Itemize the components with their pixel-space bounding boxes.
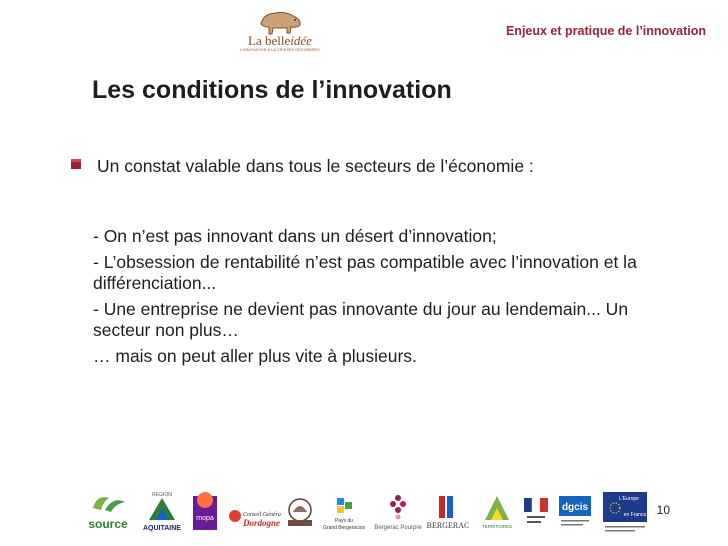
svg-text:Dordogne: Dordogne (243, 518, 281, 528)
body-line: … mais on peut aller plus vite à plusieurs. (93, 346, 417, 366)
bergerac-pourpre-logo (373, 490, 423, 534)
europe-engage-logo (599, 490, 651, 534)
svg-text:mopa: mopa (196, 515, 214, 522)
svg-text:Bergerac Pourpre: Bergerac Pourpre (374, 525, 422, 531)
svg-text:TERRITOIRES: TERRITOIRES (481, 524, 513, 529)
page-title: Les conditions de l’innovation (92, 76, 452, 104)
source-logo (83, 490, 133, 534)
territoires-logo (475, 490, 519, 534)
header-title: Enjeux et pratique de l’innovation (505, 24, 706, 38)
square-bullet-icon (70, 158, 82, 170)
svg-text:en France: en France (623, 512, 647, 518)
body-line: - On n’est pas innovant dans un désert d’innovation; (93, 226, 497, 246)
svg-text:BERGERAC: BERGERAC (426, 521, 470, 530)
la-belle-idee-logo (240, 8, 320, 68)
svg-text:Grand Bergeracois: Grand Bergeracois (323, 525, 365, 531)
logo-name: La belleidée (248, 33, 312, 48)
republique-francaise-logo (521, 490, 551, 534)
bullet-text: Un constat valable dans tous le secteurs de l’économie : (97, 156, 534, 176)
pays-grand-bergeracois-logo (319, 490, 369, 534)
crest-logo (285, 490, 315, 534)
aquitaine-logo (137, 490, 187, 534)
svg-text:Pays du: Pays du (334, 518, 354, 524)
partner-logos (83, 490, 683, 536)
logo-tagline: L'INNOVATION À LA CROISÉE DES ARBRES (240, 48, 320, 52)
svg-text:REGION: REGION (152, 492, 172, 498)
conseil-general-dordogne-logo (223, 490, 281, 534)
svg-text:Conseil Général: Conseil Général (243, 512, 281, 518)
svg-text:dgcis: dgcis (561, 502, 589, 513)
mopa-logo (189, 490, 221, 534)
body-line: - Une entreprise ne devient pas innovante du jour au lendemain... Un secteur non plus… (93, 299, 629, 340)
body-line: - L’obsession de rentabilité n’est pas compatible avec l’innovation et la différenciation... (93, 252, 637, 293)
bergerac-logo (425, 490, 471, 534)
svg-text:L'Europe: L'Europe (619, 496, 639, 502)
svg-text:AQUITAINE: AQUITAINE (143, 525, 181, 532)
page-number: 10 (656, 503, 670, 517)
boar-icon (257, 8, 303, 36)
svg-text:source: source (88, 517, 128, 531)
body-lines (93, 226, 653, 372)
dgcis-logo (555, 490, 595, 534)
